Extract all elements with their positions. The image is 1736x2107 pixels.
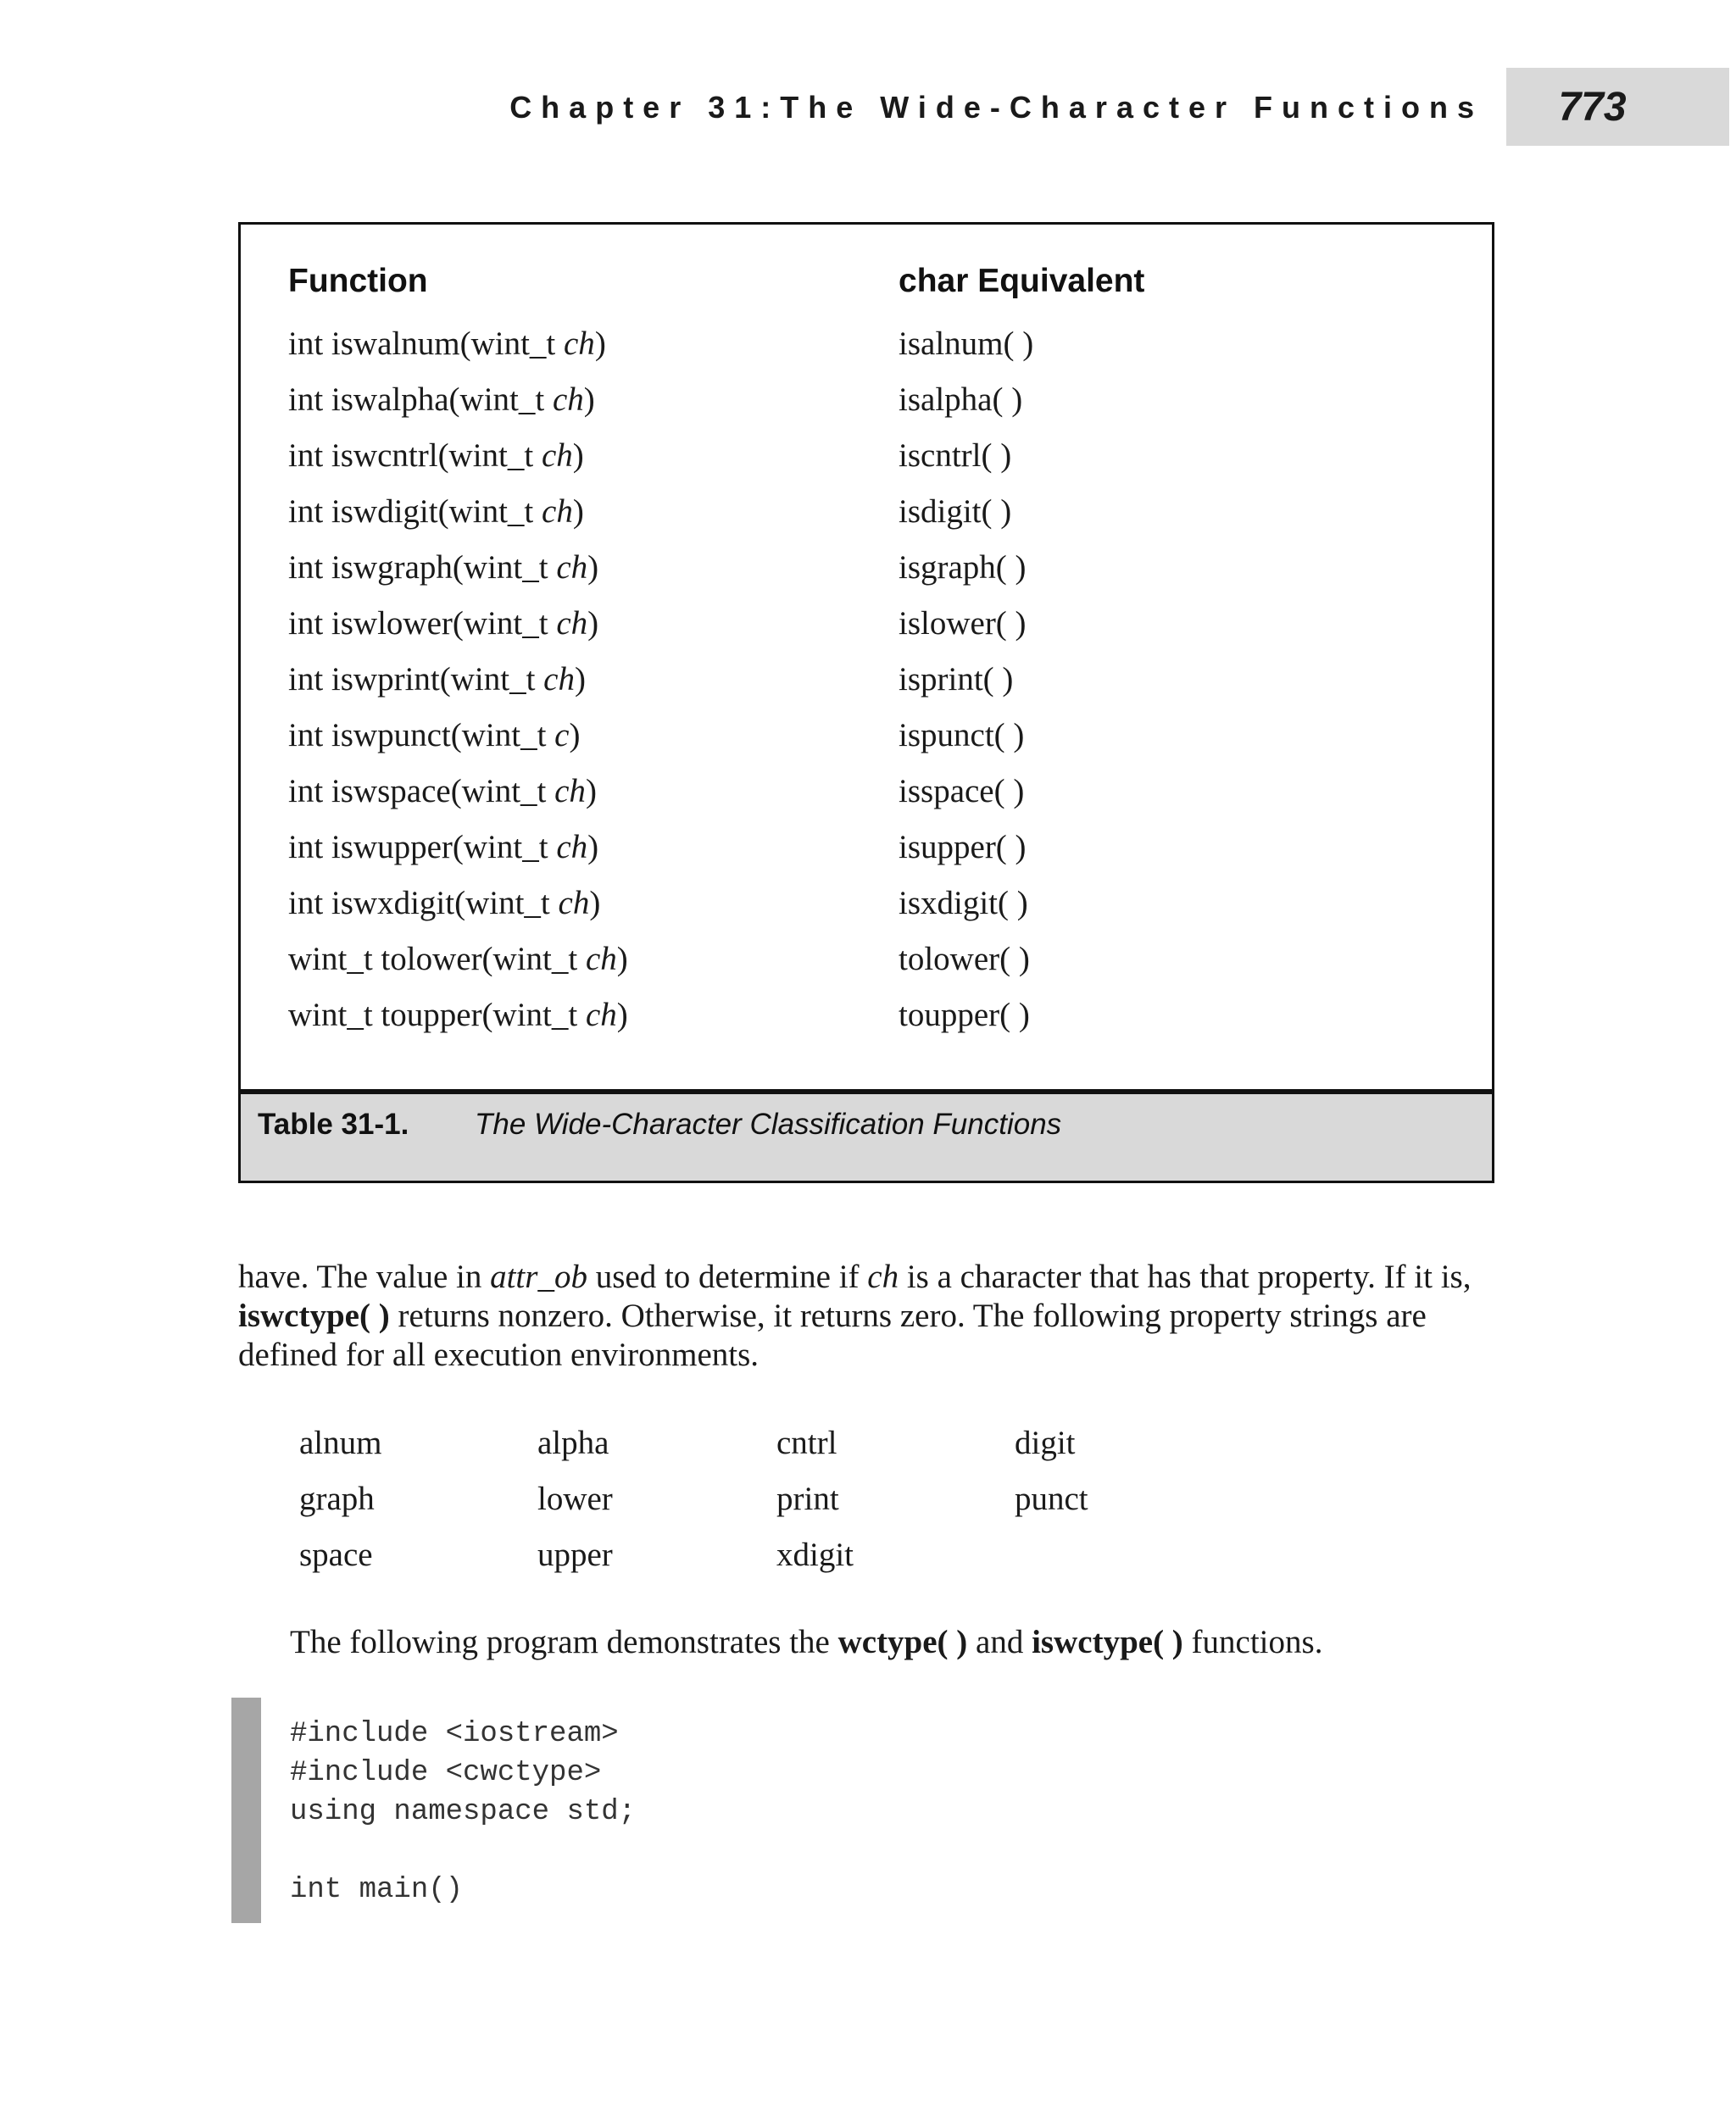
property-string: xdigit	[776, 1537, 854, 1573]
table-row	[241, 381, 1492, 436]
function-signature: int iswupper(wint_t ch)	[288, 829, 599, 865]
table-row	[241, 436, 1492, 492]
property-string: space	[299, 1537, 373, 1573]
page-number-tab	[1506, 68, 1729, 146]
code-block-bar	[231, 1698, 261, 1923]
char-equivalent: isxdigit( )	[899, 885, 1028, 921]
char-equivalent: isalnum( )	[899, 325, 1034, 362]
table-row	[241, 884, 1492, 940]
table-row	[241, 492, 1492, 548]
table-row	[241, 940, 1492, 996]
function-signature: wint_t toupper(wint_t ch)	[288, 997, 628, 1033]
column-header-char-equivalent: char Equivalent	[899, 263, 1145, 299]
char-equivalent: isdigit( )	[899, 493, 1012, 530]
body-paragraph-intro: The following program demonstrates the wctype( ) and iswctype( ) functions.	[290, 1624, 1323, 1660]
table-caption-title: The Wide-Character Classification Functions	[475, 1108, 1062, 1141]
char-equivalent: iscntrl( )	[899, 437, 1012, 474]
table-row	[241, 772, 1492, 828]
char-equivalent: isprint( )	[899, 661, 1014, 698]
code-block	[290, 1715, 636, 1910]
classification-table	[238, 222, 1494, 1183]
chapter-label: Chapter 31:	[509, 90, 781, 125]
function-signature: int iswalnum(wint_t ch)	[288, 325, 606, 362]
char-equivalent: ispunct( )	[899, 717, 1025, 753]
table-row	[241, 548, 1492, 604]
function-signature: int iswgraph(wint_t ch)	[288, 549, 599, 586]
char-equivalent: isupper( )	[899, 829, 1027, 865]
char-equivalent: toupper( )	[899, 997, 1030, 1033]
property-string: upper	[537, 1537, 613, 1573]
function-signature: int iswcntrl(wint_t ch)	[288, 437, 584, 474]
code-line: int main()	[290, 1874, 464, 1906]
table-row	[241, 828, 1492, 884]
code-line	[290, 1832, 636, 1871]
table-caption	[241, 1094, 1492, 1181]
table-caption-label: Table 31-1.	[258, 1108, 409, 1141]
running-header	[509, 69, 1492, 146]
property-string: punct	[1015, 1481, 1088, 1517]
property-string: print	[776, 1481, 839, 1517]
code-line: #include <cwctype>	[290, 1757, 602, 1789]
table-row	[241, 660, 1492, 716]
property-string: lower	[537, 1481, 613, 1517]
function-signature: int iswalpha(wint_t ch)	[288, 381, 595, 418]
code-line: using namespace std;	[290, 1796, 637, 1828]
char-equivalent: islower( )	[899, 605, 1027, 642]
function-signature: int iswpunct(wint_t c)	[288, 717, 581, 753]
property-string: alpha	[537, 1425, 609, 1461]
code-line: #include <iostream>	[290, 1718, 619, 1750]
page-number: 773	[1558, 84, 1627, 130]
char-equivalent: isalpha( )	[899, 381, 1023, 418]
function-signature: int iswlower(wint_t ch)	[288, 605, 599, 642]
function-signature: int iswdigit(wint_t ch)	[288, 493, 584, 530]
char-equivalent: isspace( )	[899, 773, 1025, 809]
function-signature: wint_t tolower(wint_t ch)	[288, 941, 628, 977]
function-signature: int iswspace(wint_t ch)	[288, 773, 597, 809]
char-equivalent: tolower( )	[899, 941, 1030, 977]
chapter-title: The Wide-Character Functions	[780, 90, 1483, 125]
body-paragraph: have. The value in attr_ob used to determine if ch is a character that has that property. If it is, iswctype( ) returns nonzero. Otherwise, it returns zero. The following property strings are defined for all execution environments.	[238, 1259, 1472, 1373]
table-row	[241, 604, 1492, 660]
property-string: digit	[1015, 1425, 1076, 1461]
table-row	[241, 996, 1492, 1052]
table-body	[241, 225, 1492, 1094]
table-row	[241, 325, 1492, 381]
table-rows	[241, 325, 1492, 1052]
char-equivalent: isgraph( )	[899, 549, 1027, 586]
table-row	[241, 716, 1492, 772]
property-string: graph	[299, 1481, 375, 1517]
property-string: alnum	[299, 1425, 382, 1461]
property-string: cntrl	[776, 1425, 837, 1461]
column-header-function: Function	[288, 263, 428, 299]
function-signature: int iswprint(wint_t ch)	[288, 661, 586, 698]
function-signature: int iswxdigit(wint_t ch)	[288, 885, 601, 921]
